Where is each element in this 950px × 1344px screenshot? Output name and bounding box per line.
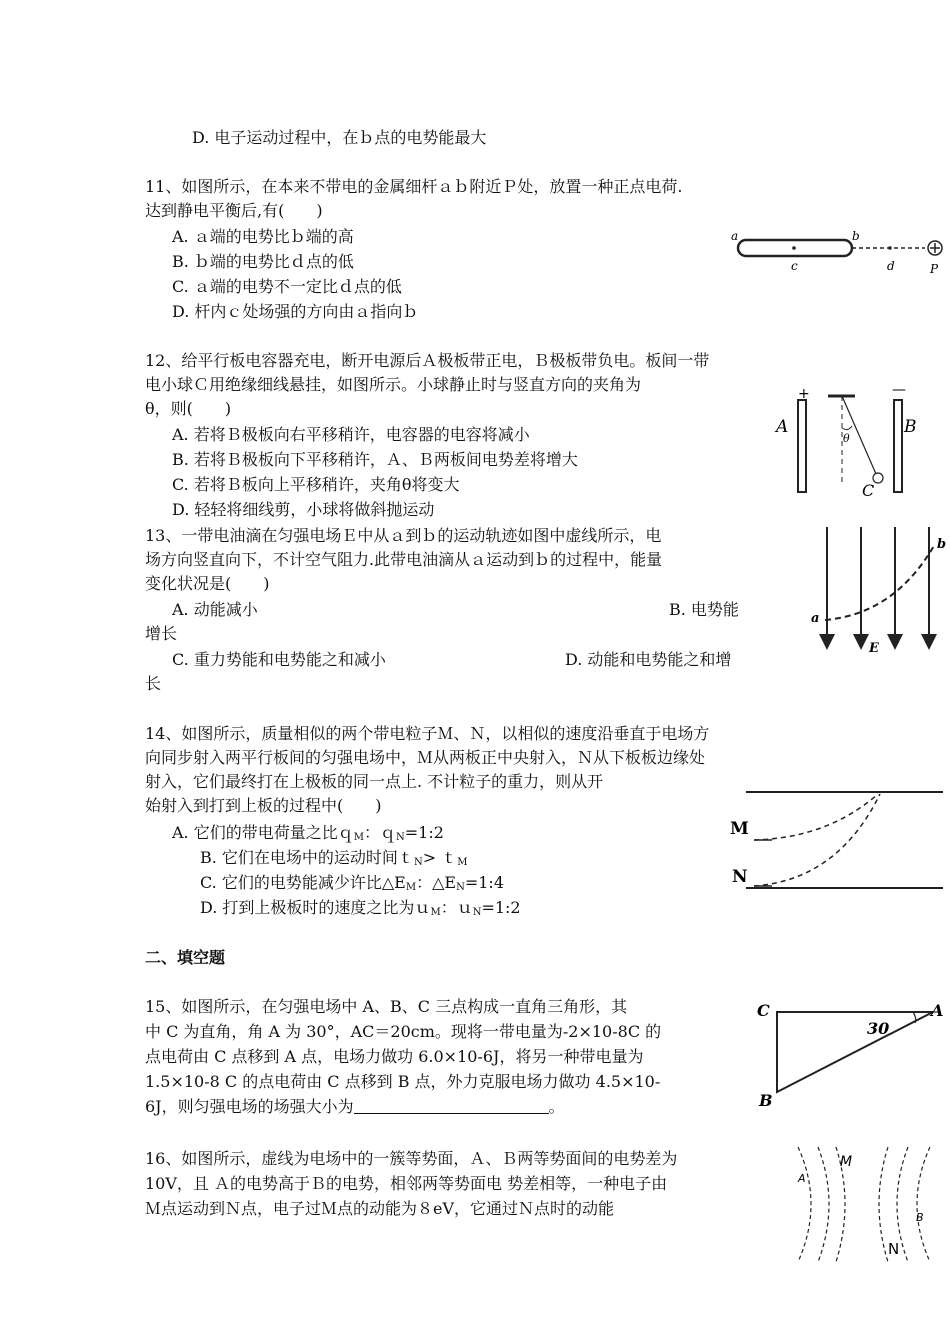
q15-triangle-figure: [755, 996, 950, 1111]
q14-option-b: B. 它们在电场中的运动时间ｔ$_N$> ｔ$_M$: [200, 848, 468, 868]
triangle: [777, 1012, 933, 1092]
q13-option-b-cont: 增长: [145, 624, 178, 643]
point-c: [792, 246, 796, 250]
q15-line-3: 点电荷由 C 点移到 A 点，电场力做功 6.0×10-6J，将另一种带电量为: [145, 1047, 644, 1066]
q13-stem-1: 13、一带电油滴在匀强电场Ｅ中从ａ到ｂ的运动轨迹如图中虚线所示，电: [145, 526, 662, 545]
q14-option-c: C. 它们的电势能减少许比$\triangle E_M$：$\triangle E_N=1:4$: [200, 873, 504, 893]
trajectory-n: [754, 794, 880, 886]
q12-option-a: A. 若将Ｂ极板向右平移稍许，电容器的电容将减小: [172, 425, 530, 444]
q11-rod-figure: [730, 228, 945, 278]
plate-a: [798, 400, 806, 492]
q12-option-d: D. 轻轻将细线剪，小球将做斜抛运动: [172, 500, 435, 519]
plate-b: [894, 400, 902, 492]
q14-option-a: A. 它们的带电荷量之比ｑ$_M$：ｑ$_N$=1:2: [172, 823, 444, 843]
q16-line-1: 16、如图所示，虚线为电场中的一簇等势面，Ａ、Ｂ两等势面间的电势差为: [145, 1149, 678, 1168]
q11-option-c: C. ａ端的电势不一定比ｄ点的低: [172, 277, 402, 296]
point-d: [888, 246, 892, 250]
q13-option-d-cont: 长: [145, 674, 162, 693]
q12-capacitor-figure: [770, 382, 930, 502]
q14-plates-figure: [728, 780, 948, 895]
label-p: P: [930, 262, 939, 276]
label-ball-c: C: [862, 481, 875, 500]
q14-stem-2: 向同步射入两平行板间的匀强电场中，Ｍ从两板正中央射入，Ｎ从下板板边缘处: [145, 748, 706, 767]
q10-option-d: D. 电子运动过程中，在ｂ点的电势能最大: [192, 128, 487, 147]
q12-stem-1: 12、给平行板电容器充电，断开电源后Ａ极板带正电，Ｂ极板带负电。板间一带: [145, 351, 710, 370]
section-title: 二、填空题: [145, 948, 226, 967]
label-n: N: [888, 1240, 900, 1258]
q14-stem-1: 14、如图所示，质量相似的两个带电粒子Ｍ、Ｎ，以相似的速度沿垂直于电场方: [145, 724, 710, 743]
label-b: b: [937, 537, 947, 552]
ball-c: [873, 473, 883, 483]
q14-option-d: D. 打到上极板时的速度之比为ｕ$_M$：ｕ$_N$=1:2: [200, 898, 521, 918]
label-b: B: [759, 1091, 773, 1110]
q13-option-d: D. 动能和电势能之和增: [565, 650, 732, 669]
q11-stem-2: 达到静电平衡后,有( ): [145, 201, 323, 220]
label-minus: —: [892, 382, 906, 398]
equipotential-2: [818, 1147, 829, 1262]
label-plate-b: B: [904, 417, 917, 437]
q13-stem-3: 变化状况是( ): [145, 574, 270, 593]
label-c: C: [757, 1001, 770, 1020]
equipotential-4: [879, 1147, 888, 1262]
q16-line-2: 10V，且 Ａ的电势高于Ｂ的电势，相邻两等势面电 势差相等，一种电子由: [145, 1174, 668, 1193]
label-theta: θ: [843, 432, 850, 445]
q15-line-2: 中 C 为直角，角 A 为 30°，AC＝20cm。现将一带电量为-2×10-8C 的: [145, 1022, 662, 1041]
q13-option-b: B. 电势能: [669, 600, 739, 619]
label-30: 30: [867, 1019, 890, 1038]
q15-line-1: 15、如图所示，在匀强电场中 A、B、C 三点构成一直角三角形，其: [145, 997, 628, 1016]
label-c: c: [791, 259, 798, 273]
q11-stem-1: 11、如图所示，在本来不带电的金属细杆ａｂ附近Ｐ处，放置一种正点电荷.: [145, 177, 683, 196]
equipotential-6: [917, 1147, 930, 1262]
q14-stem-3: 射入，它们最终打在上极板的同一点上. 不计粒子的重力，则从开: [145, 772, 604, 791]
q15-line-4: 1.5×10-8 C 的点电荷由 C 点移到 B 点，外力克服电场力做功 4.5×10-: [145, 1072, 661, 1091]
q11-option-a: A. ａ端的电势比ｂ端的高: [172, 227, 354, 246]
q11-option-b: B. ｂ端的电势比ｄ点的低: [172, 252, 354, 271]
label-a: A: [798, 1172, 806, 1185]
label-a: a: [811, 611, 820, 626]
q11-option-d: D. 杆内ｃ处场强的方向由ａ指向ｂ: [172, 302, 419, 321]
label-e: E: [869, 641, 879, 656]
q13-option-a: A. 动能减小: [172, 600, 258, 619]
label-a: a: [731, 229, 739, 243]
label-d: d: [887, 259, 895, 273]
answer-blank[interactable]: [354, 1097, 549, 1114]
trajectory-m: [754, 794, 878, 840]
q12-option-b: B. 若将Ｂ极板向下平移稍许，Ａ、Ｂ两板间电势差将增大: [172, 450, 578, 469]
label-plus: +: [798, 386, 810, 402]
q12-option-c: C. 若将Ｂ板向上平移稍许，夹角θ将变大: [172, 475, 460, 494]
label-b: B: [916, 1211, 924, 1224]
angle-arc: [842, 426, 852, 430]
q15-line-5: 6J，则匀强电场的场强大小为 。: [145, 1097, 565, 1116]
equipotential-1: [798, 1147, 811, 1262]
label-a: A: [931, 1001, 944, 1020]
q16-equipotential-figure: [790, 1142, 940, 1267]
label-n: N: [732, 867, 748, 887]
q14-stem-4: 始射入到打到上板的过程中( ): [145, 796, 382, 815]
label-plate-a: A: [776, 417, 789, 437]
q13-field-figure: [805, 522, 950, 657]
trajectory: [825, 544, 935, 620]
q12-stem-3: θ，则( ): [145, 399, 232, 418]
label-b: b: [852, 229, 860, 243]
q13-option-c: C. 重力势能和电势能之和减小: [172, 650, 386, 669]
label-m: M: [730, 819, 749, 839]
q13-stem-2: 场方向竖直向下，不计空气阻力.此带电油滴从ａ运动到ｂ的过程中，能量: [145, 550, 663, 569]
q16-line-3: Ｍ点运动到Ｎ点，电子过Ｍ点的动能为８eV，它通过Ｎ点时的动能: [145, 1199, 615, 1218]
q12-stem-2: 电小球Ｃ用绝缘细线悬挂，如图所示。小球静止时与竖直方向的夹角为: [145, 375, 642, 394]
label-m: M: [840, 1154, 853, 1170]
